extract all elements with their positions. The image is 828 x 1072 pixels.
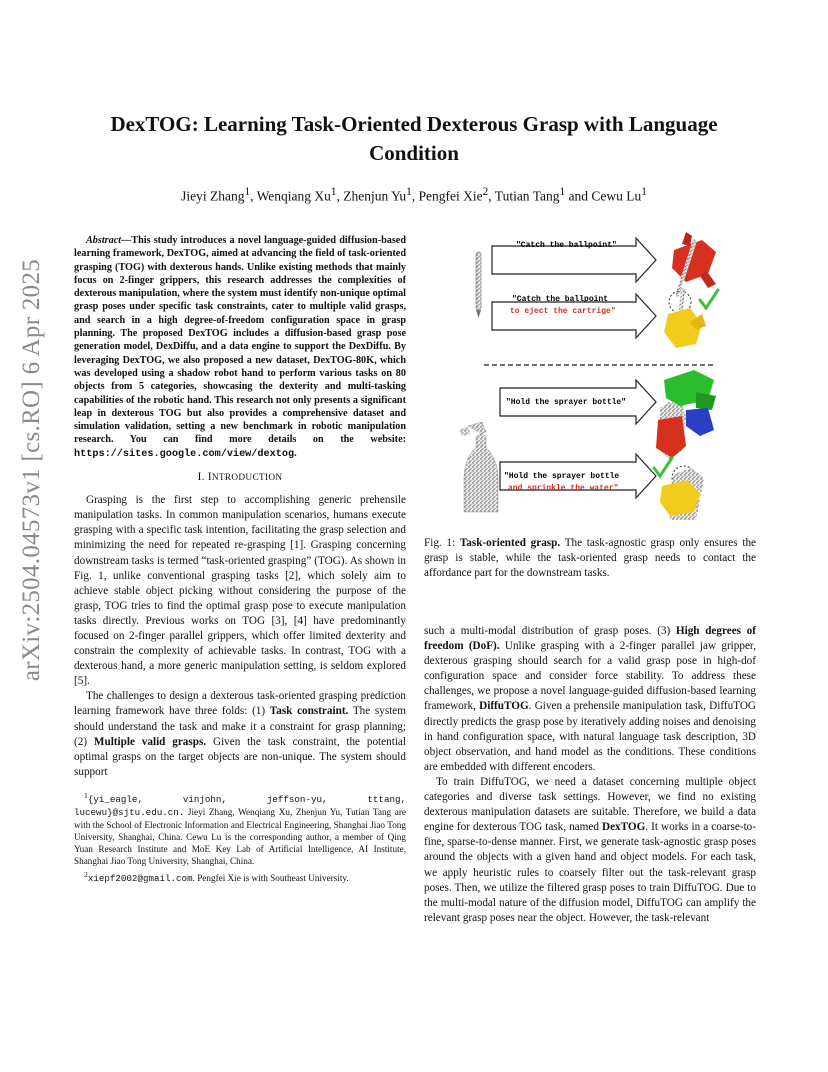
author-name: Cewu Lu [591, 188, 642, 204]
arxiv-stamp-text: arXiv:2504.04573v1 [cs.RO] 6 Apr 2025 [18, 258, 45, 682]
section-initial: I [207, 471, 212, 484]
footnote-1-text: Jieyi Zhang, Wenqiang Xu, Zhenjun Yu, Tutian Tang are with the School of Electronic Information and Electrical Engineering, Shanghai Jiao Tong University, Shanghai, China. Cewu Lu is the corresponding author, a member of Qing Yuan Research Institute and MoE Key Lab of Artificial Intelligence, AI Institute, Shanghai Jiao Tong University, Shanghai, China. [74, 806, 406, 866]
caption-bold: Task-oriented grasp. [459, 537, 561, 549]
footnote-2-mark: 2 [84, 869, 88, 879]
right-p1-e: . Given a prehensile manipulation task, DiffuTOG directly predicts the grasp pose by iteratively adding noises and denoising in hand configuration space, with natural language task description, 3D object observation, and hand model as the conditions. These conditions are embedded with different encoders. [424, 700, 757, 773]
check-icon [700, 290, 718, 308]
abstract-end: . [294, 447, 297, 459]
abstract [74, 234, 406, 461]
author-name: Pengfei Xie [418, 188, 483, 204]
footnote-2-text: . Pengfei Xie is with Southeast University. [192, 873, 349, 884]
author-affiliation: 2 [482, 186, 489, 198]
arrow-hold-sprayer [500, 380, 656, 424]
arrow-sprinkle-water [500, 454, 656, 498]
yellow-hand-sprayer [660, 466, 704, 520]
footnote-2 [74, 869, 406, 885]
abstract-text: This study introduces a novel language-guided diffusion-based learning framework, DexTOG, aimed at advancing the field of task-oriented grasping (TOG) with dexterous hands. Unlike existing methods that mainly focus on 2-finger grippers, this research addresses the complexities of dexterous manipulation, where the system must identify non-unique optimal grasp poses under specific task constraints, cater to multiple valid grasps, and search in a high degree-of-freedom configuration space in grasp planning. The proposed DexTOG includes a diffusion-based grasp pose generation model, DexDiffu, and a data engine to support the DexDiffu. By leveraging DexTOG, we also proposed a new dataset, DexTOG-80K, which was developed using a shadow robot hand to perform various tasks on 80 objects from 5 categories, showcasing the dexterity and multi-tasking capabilities of the robotic hand. This research not only presents a significant leap in dexterous TOG but also provides a comprehensive dataset and simulation validation, setting a new benchmark in robotic manipulation research. You can find more details on the website: [74, 235, 406, 446]
intro-p2-task-constraint: Task constraint. [269, 705, 349, 718]
right-column [424, 624, 756, 926]
intro-p2-c: The system should understand the task and make it a constraint for grasp planning; (2) [74, 705, 406, 748]
caption-label: Fig. 1: [424, 537, 460, 549]
yellow-hand-grasp [664, 288, 706, 348]
right-p2-a: To train DiffuTOG, we need a dataset concerning multiple object categories and diverse task settings. However, we find no existing dexterous manipulation datasets are suitable. Therefore, we build a data engine for dexterous TOG task, named [424, 775, 756, 834]
prompt-sprinkle-line1: "Hold the sprayer bottle [504, 472, 620, 481]
sprayer-bottle-object [460, 422, 498, 512]
caption-text: The task-agnostic grasp only ensures the grasp is stable, while the task-oriented grasp needs to contact the affordance part for the downstream tasks. [424, 537, 756, 580]
red-hand-grasp [672, 232, 716, 297]
author-name: Jieyi Zhang [181, 188, 245, 204]
right-p2-dextog: DexTOG [601, 821, 646, 834]
footnote-1-emails: {yi_eagle, vinjohn, jeffson-yu, tttang, lucewu}@sjtu.edu.cn. [74, 793, 406, 818]
author-name: Wenqiang Xu [256, 188, 331, 204]
figure-1-caption [424, 536, 756, 581]
author-affiliation: 1 [406, 186, 412, 198]
author-affiliation: 1 [330, 186, 337, 198]
prompt-hold-sprayer: "Hold the sprayer bottle" [506, 398, 627, 407]
prompt-catch-ballpoint: "Catch the ballpoint" [516, 241, 617, 250]
section-heading-introduction [74, 470, 406, 486]
abstract-label: Abstract [86, 235, 122, 246]
multi-hand-grasps [656, 370, 716, 460]
right-p1-high-dof: High degrees of freedom (DoF). [424, 625, 756, 653]
figure-1 [424, 230, 756, 520]
intro-p2-e: Given the task constraint, the potential optimal grasps on the target objects are non-unique. The system should support [74, 735, 407, 778]
right-paragraph-2 [424, 775, 756, 926]
right-p1-c: Unlike grasping with a 2-finger parallel jaw gripper, dexterous grasping should search for a valid grasp pose in high-dof configuration space and consider force stability. To address these challenges, we propose a novel language-guided diffusion-based learning framework, [424, 640, 756, 713]
author-affiliation: 1 [244, 186, 251, 198]
check-icon-2 [654, 458, 672, 476]
footnote-1 [74, 790, 406, 867]
footnotes [74, 790, 406, 885]
intro-paragraph-2 [74, 689, 406, 780]
project-url[interactable]: https://sites.google.com/view/dextog [74, 448, 295, 460]
right-p1-diffutog: DiffuTOG [479, 700, 529, 713]
arxiv-stamp [14, 258, 50, 682]
right-p1-a: such a multi-modal distribution of grasp poses. (3) [424, 625, 676, 637]
abstract-dash: — [121, 235, 132, 246]
ballpoint-pen-object [476, 252, 481, 318]
paper-title: DexTOG: Learning Task-Oriented Dexterous Grasp with Language Condition [110, 112, 718, 165]
author-affiliation: 1 [641, 186, 647, 198]
left-column [74, 234, 406, 887]
prompt-sprinkle-line2: and sprinkle the water" [508, 484, 619, 493]
prompt-eject-line2: to eject the cartrige" [510, 307, 616, 316]
prompt-eject-line1: "Catch the ballpoint [512, 295, 609, 304]
arrow-eject-cartridge [492, 294, 656, 338]
intro-p2-multiple-grasps: Multiple valid grasps. [93, 735, 207, 748]
author-affiliation: 1 [559, 186, 566, 198]
author-name: Zhenjun Yu [343, 188, 407, 204]
intro-paragraph-1: Grasping is the first step to accomplishing generic prehensile manipulation tasks. In common manipulation scenarios, humans execute grasping with a specific task intention, facilitating the grasp selection and minimizing the need for repeated re-grasping [1]. Grasping concerning downstream tasks is termed “task-oriented grasping” (TOG). As shown in Fig. 1, unlike conventional grasping tasks [2], which solely aim to achieve stable object picking without considering the purpose of the grasp, TOG tries to find the optimal grasp pose to execute manipulation tasks directly. Previous works on TOG [3], [4] have predominantly focused on 2-finger parallel grippers, which offer limited dexterity and constrain the complexity of achievable tasks. In contrast, TOG with a dexterous hand, a more generic manipulation setting, is seldom explored [5]. [74, 494, 406, 688]
footnote-2-email: xiepf2002@gmail.com [87, 873, 193, 885]
intro-p2-a: The challenges to design a dexterous task-oriented grasping prediction learning framework have three folds: (1) [74, 690, 406, 718]
right-p2-c: . It works in a coarse-to-fine, sparse-to-dense manner. First, we generate task-agnostic grasp poses around the objects with a given hand and object models. For each task, we apply heuristic rules to coarsely filter out the task-relevant grasp poses. Then, we utilize the filtered grasp poses to train DiffuTOG. Due to the multi-modal nature of the diffusion model, DiffuTOG can amplify the relevant grasp poses near the object. However, the task-relevant [424, 821, 756, 924]
right-paragraph-1 [424, 624, 756, 775]
footnote-1-mark: 1 [84, 790, 88, 800]
author-name: Tutian Tang [494, 188, 560, 204]
author-list: Jieyi Zhang$^1$, Wenqiang Xu$^1$, Zhenjun Yu$^1$, Pengfei Xie$^2$, Tutian Tang$^1$ and Cewu Lu$^1$ [181, 186, 647, 204]
arrow-catch-ballpoint [492, 238, 656, 282]
section-number: I. [197, 471, 205, 484]
section-title-rest: NTRODUCTION [211, 473, 283, 484]
